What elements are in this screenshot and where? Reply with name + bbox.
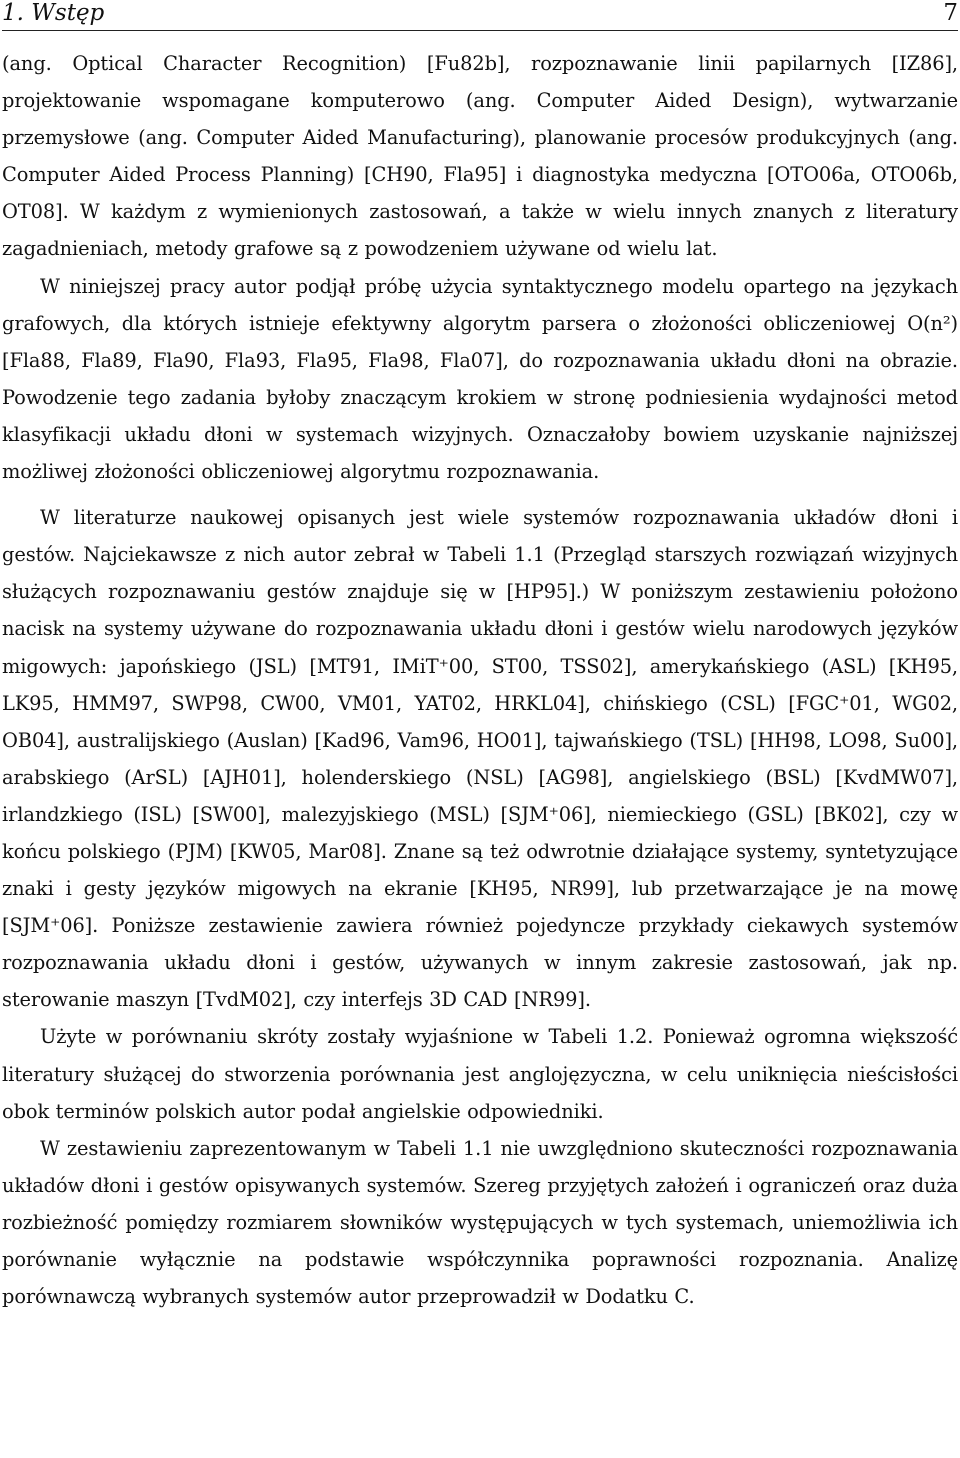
running-header	[2, 0, 958, 31]
paragraph-3: W literaturze naukowej opisanych jest wiele systemów rozpoznawania układów dłoni i gestów. Najciekawsze z nich autor zebrał w Tabeli 1.1 (Przegląd starszych rozwiązań wizyjnych służących rozpoznawaniu gestów znajduje się w [HP95].) W poniższym zestawieniu położono nacisk na systemy używane do rozpoznawania układu dłoni i gestów wielu narodowych języków migowych: japońskiego (JSL) [MT91, IMiT⁺00, ST00, TSS02], amerykańskiego (ASL) [KH95, LK95, HMM97, SWP98, CW00, VM01, YAT02, HRKL04], chińskiego (CSL) [FGC⁺01, WG02, OB04], australijskiego (Auslan) [Kad96, Vam96, HO01], tajwańskiego (TSL) [HH98, LO98, Su00], arabskiego (ArSL) [AJH01], holenderskiego (NSL) [AG98], angielskiego (BSL) [KvdMW07], irlandzkiego (ISL) [SW00], malezyjskiego (MSL) [SJM⁺06], niemieckiego (GSL) [BK02], czy w końcu polskiego (PJM) [KW05, Mar08]. Znane są też odwrotnie działające systemy, syntetyzujące znaki i gesty języków migowych na ekranie [KH95, NR99], lub przetwarzające je na mowę [SJM⁺06]. Poniższe zestawienie zawiera również pojedyncze przykłady ciekawych systemów rozpoznawania układu dłoni i gestów, używanych w innym zakresie zastosowań, jak np. sterowanie maszyn [TvdM02], czy interfejs 3D CAD [NR99].	[2, 506, 958, 1012]
paragraph-2: W niniejszej pracy autor podjął próbę użycia syntaktycznego modelu opartego na językach grafowych, dla których istnieje efektywny algorytm parsera o złożoności obliczeniowej O(n²) [Fla88, Fla89, Fla90, Fla93, Fla95, Fla98, Fla07], do rozpoznawania układu dłoni na obrazie. Powodzenie tego zadania byłoby znaczącym krokiem w stronę podniesienia wydajności metod klasyfikacji układu dłoni w systemach wizyjnych. Oznaczałoby bowiem uzyskanie najniższej możliwej złożoności obliczeniowej algorytmu rozpoznawania.	[2, 274, 958, 484]
paragraph-1: (ang. Optical Character Recognition) [Fu82b], rozpoznawanie linii papilarnych [IZ86], projektowanie wspomagane komputerowo (ang. Computer Aided Design), wytwarzanie przemysłowe (ang. Computer Aided Manufacturing), planowanie procesów produkcyjnych (ang. Computer Aided Process Planning) [CH90, Fla95] i diagnostyka medyczna [OTO06a, OTO06b, OT08]. W każdym z wymienionych zastosowań, a także w wielu innych znanych z literatury zagadnieniach, metody grafowe są z powodzeniem używane od wielu lat.	[2, 52, 958, 261]
page-number: 7	[943, 0, 958, 26]
body-text	[2, 45, 958, 1315]
paragraph-5: W zestawieniu zaprezentowanym w Tabeli 1.1 nie uwzględniono skuteczności rozpoznawania układów dłoni i gestów opisywanych systemów. Szereg przyjętych założeń i ograniczeń oraz duża rozbieżność pomiędzy rozmiarem słowników występujących w tych systemach, uniemożliwia ich porównanie wyłącznie na podstawie współczynnika poprawności rozpoznania. Analizę porównawczą wybranych systemów autor przeprowadził w Dodatku C.	[2, 1136, 958, 1309]
chapter-title: 1. Wstęp	[2, 0, 105, 26]
paragraph-4: Użyte w porównaniu skróty zostały wyjaśnione w Tabeli 1.2. Ponieważ ogromna większość literatury służącej do stworzenia porównania jest anglojęzyczna, w celu uniknięcia nieścisłości obok terminów polskich autor podał angielskie odpowiedniki.	[2, 1025, 958, 1123]
